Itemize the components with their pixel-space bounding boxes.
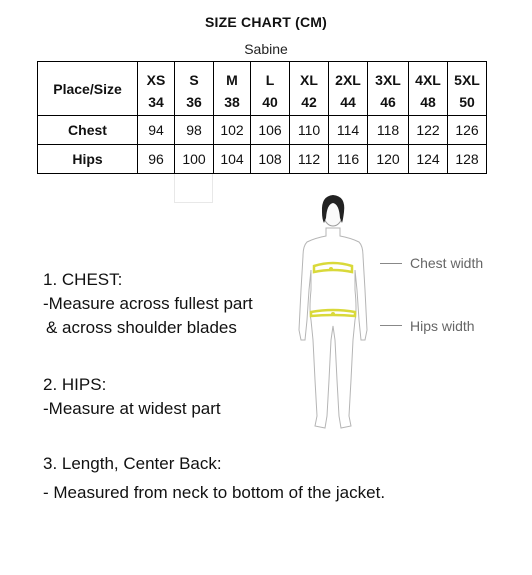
chest-instruction-2: & across shoulder blades — [46, 318, 237, 337]
eu-size-header: 42 — [290, 89, 329, 116]
eu-size-header: 46 — [368, 89, 409, 116]
chest-width-label: Chest width — [410, 255, 484, 271]
hips-heading: 2. HIPS: — [43, 375, 107, 394]
chest-instruction-1: -Measure across fullest part — [43, 294, 253, 313]
size-header: 4XL — [409, 62, 448, 90]
faint-divider — [174, 202, 213, 203]
table-row-chest — [38, 116, 487, 145]
faint-divider — [212, 174, 213, 202]
table-cell: 124 — [409, 145, 448, 174]
body-figure-illustration — [293, 190, 373, 440]
size-header: M — [214, 62, 251, 90]
eu-size-header: 50 — [448, 89, 487, 116]
table-cell: 118 — [368, 116, 409, 145]
eu-size-header: 34 — [138, 89, 175, 116]
table-cell: 120 — [368, 145, 409, 174]
size-header: 5XL — [448, 62, 487, 90]
corner-label: Place/Size — [38, 62, 138, 116]
length-instruction-1: - Measured from neck to bottom of the jacket. — [43, 483, 386, 502]
size-header: 3XL — [368, 62, 409, 90]
size-header: L — [251, 62, 290, 90]
table-cell: 110 — [290, 116, 329, 145]
faint-divider — [174, 174, 175, 202]
eu-size-header: 48 — [409, 89, 448, 116]
table-cell: 108 — [251, 145, 290, 174]
page-title: SIZE CHART (CM) — [205, 14, 327, 30]
table-cell: 94 — [138, 116, 175, 145]
eu-size-header: 36 — [175, 89, 214, 116]
hips-instruction-1: -Measure at widest part — [43, 399, 221, 418]
table-cell: 126 — [448, 116, 487, 145]
table-cell: 100 — [175, 145, 214, 174]
table-cell: 106 — [251, 116, 290, 145]
table-cell: 122 — [409, 116, 448, 145]
hips-pointer-line — [380, 325, 402, 326]
table-cell: 112 — [290, 145, 329, 174]
table-cell: 98 — [175, 116, 214, 145]
size-header: XL — [290, 62, 329, 90]
eu-size-header: 44 — [329, 89, 368, 116]
size-chart-table — [37, 61, 487, 174]
table-cell: 96 — [138, 145, 175, 174]
length-heading: 3. Length, Center Back: — [43, 454, 222, 473]
size-header: 2XL — [329, 62, 368, 90]
table-cell: 116 — [329, 145, 368, 174]
eu-size-header: 38 — [214, 89, 251, 116]
page-subtitle: Sabine — [244, 41, 288, 57]
table-cell: 104 — [214, 145, 251, 174]
table-row-hips — [38, 145, 487, 174]
size-header-row — [38, 62, 487, 90]
table-cell: 102 — [214, 116, 251, 145]
table-cell: 128 — [448, 145, 487, 174]
chest-heading: 1. CHEST: — [43, 270, 123, 289]
size-header: XS — [138, 62, 175, 90]
hips-width-label: Hips width — [410, 318, 475, 334]
eu-size-header: 40 — [251, 89, 290, 116]
size-header: S — [175, 62, 214, 90]
row-label: Hips — [38, 145, 138, 174]
table-cell: 114 — [329, 116, 368, 145]
row-label: Chest — [38, 116, 138, 145]
chest-pointer-line — [380, 263, 402, 264]
